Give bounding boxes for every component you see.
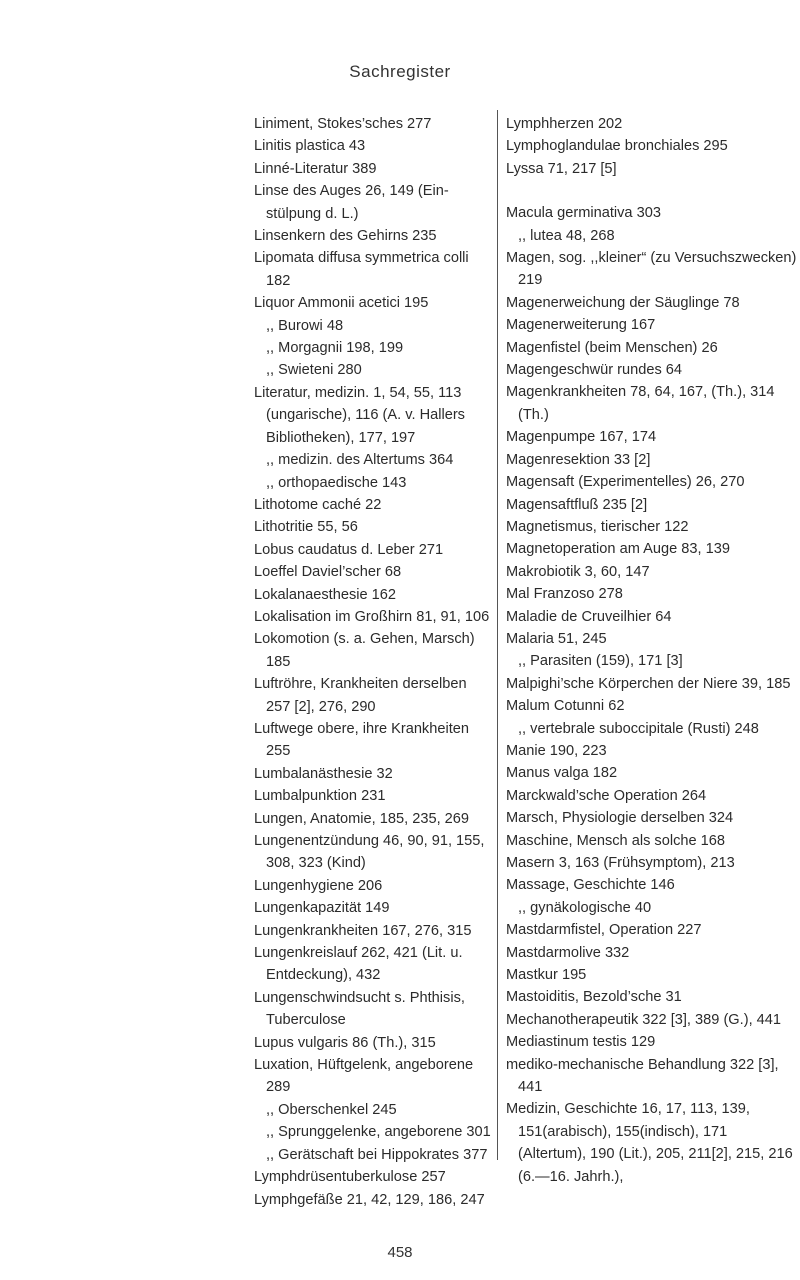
index-entry: Lithotome caché 22 (254, 496, 382, 513)
index-entry: Luftröhre, Krankheiten derselben 257 [2], 276, 290 (254, 676, 467, 715)
index-entry: Mediastinum testis 129 (506, 1034, 656, 1051)
index-entry: Lupus vulgaris 86 (Th.), 315 (254, 1034, 436, 1051)
index-entry: Marckwald’sche Operation 264 (506, 787, 707, 804)
index-entry: Mal Franzoso 278 (506, 586, 623, 603)
index-entry: Magnetismus, tierischer 122 (506, 518, 689, 535)
index-entry: Mastkur 195 (506, 967, 587, 984)
index-entry: Liniment, Stokes’sches 277 (254, 116, 432, 132)
index-entry: Magensaft (Experimentelles) 26, 270 (506, 474, 745, 491)
index-entry: ,, Sprunggelenke, angeborene 301 (266, 1124, 491, 1141)
index-entry: Lumbalanästhesie 32 (254, 765, 393, 782)
index-entry: Magenerweiterung 167 (506, 317, 656, 334)
index-entry: Mastdarmfistel, Operation 227 (506, 922, 702, 939)
index-column-right (506, 113, 798, 1188)
index-entry: Magenpumpe 167, 174 (506, 429, 657, 446)
index-entry: Lungenkapazität 149 (254, 900, 390, 917)
index-entry: Lipomata diffusa symmetrica colli 182 (254, 250, 469, 289)
index-entry: Lithotritie 55, 56 (254, 519, 358, 536)
index-entry: Magen, sog. ,,kleiner“ (zu Versuchszwecken) 219 (506, 250, 797, 289)
index-entry: Magnetoperation am Auge 83, 139 (506, 541, 730, 558)
index-entry: Linse des Auges 26, 149 (Ein-stülpung d. L.) (254, 183, 449, 222)
index-entry: Magengeschwür rundes 64 (506, 362, 683, 379)
index-entry: Luftwege obere, ihre Krankheiten 255 (254, 720, 469, 760)
index-entry: Malaria 51, 245 (506, 630, 607, 647)
index-entry: ,, lutea 48, 268 (518, 227, 615, 244)
index-entry: Liquor Ammonii acetici 195 (254, 295, 429, 312)
index-entry: Malum Cotunni 62 (506, 698, 625, 715)
index-entry: Medizin, Geschichte 16, 17, 113, 139, 151(arabisch), 155(indisch), 171 (Altertum), 190 (Lit.), 205, 211[2], 215, 216 (6.—16. Jahrh.), (506, 1101, 793, 1185)
index-entry: Lungenkrankheiten 167, 276, 315 (254, 922, 472, 939)
index-entry: Lyssa 71, 217 [5] (506, 160, 617, 177)
index-entry: Magensaftfluß 235 [2] (506, 496, 648, 513)
index-entry: ,, orthopaedische 143 (266, 474, 407, 491)
index-entry: Magenfistel (beim Menschen) 26 (506, 339, 718, 356)
index-entry: Magenerweichung der Säuglinge 78 (506, 294, 740, 311)
index-entry: Lymphgefäße 21, 42, 129, 186, 247 (254, 1191, 485, 1208)
index-entry: Maladie de Cruveilhier 64 (506, 608, 672, 625)
index-entry: ,, Burowi 48 (266, 317, 344, 334)
index-entry: Maschine, Mensch als solche 168 (506, 832, 726, 849)
index-entry: Lungenschwindsucht s. Phthisis, Tuberculose (254, 989, 465, 1029)
index-entry: ,, Parasiten (159), 171 [3] (518, 653, 683, 670)
index-entry: ,, Morgagnii 198, 199 (266, 340, 404, 357)
index-entry: Marsch, Physiologie derselben 324 (506, 810, 734, 827)
index-entry: Lungen, Anatomie, 185, 235, 269 (254, 810, 470, 827)
index-entry: ,, Oberschenkel 245 (266, 1101, 397, 1118)
index-entry: Lymphherzen 202 (506, 116, 623, 132)
index-entry: ,, vertebrale suboccipitale (Rusti) 248 (518, 720, 759, 737)
index-entry: mediko-mechanische Behandlung 322 [3], 441 (506, 1056, 779, 1096)
index-entry: Linné-Literatur 389 (254, 160, 377, 177)
index-entry: ,, gynäkologische 40 (518, 899, 652, 916)
index-entry: Lungenkreislauf 262, 421 (Lit. u. Entdeckung), 432 (254, 945, 463, 984)
index-entry: Lymphdrüsentuberkulose 257 (254, 1169, 446, 1186)
index-entry: Lungenentzündung 46, 90, 91, 155, 308, 323 (Kind) (254, 833, 485, 872)
index-entry: Lokomotion (s. a. Gehen, Marsch) 185 (254, 631, 475, 670)
index-column-left (254, 113, 492, 1211)
index-entry: Magenkrankheiten 78, 64, 167, (Th.), 314 (Th.) (506, 384, 775, 423)
index-entry: ,, Gerätschaft bei Hippokrates 377 (266, 1146, 488, 1163)
index-entry: Massage, Geschichte 146 (506, 877, 675, 894)
index-entry: Linsenkern des Gehirns 235 (254, 228, 437, 245)
index-entry: Lokalisation im Großhirn 81, 91, 106 (254, 608, 490, 625)
index-entry: Makrobiotik 3, 60, 147 (506, 563, 650, 580)
index-entry: Lobus caudatus d. Leber 271 (254, 541, 444, 558)
index-entry: Lungenhygiene 206 (254, 877, 383, 894)
index-entry: Luxation, Hüftgelenk, angeborene 289 (254, 1057, 474, 1096)
index-entry: Macula germinativa 303 (506, 205, 661, 222)
index-entry: Mechanotherapeutik 322 [3], 389 (G.), 441 (506, 1011, 782, 1028)
index-entry: Manus valga 182 (506, 765, 618, 782)
column-divider (497, 110, 498, 1160)
index-entry: Lumbalpunktion 231 (254, 788, 386, 805)
index-entry: Manie 190, 223 (506, 742, 607, 759)
index-entry: ,, Swieteni 280 (266, 362, 362, 379)
page-title: Sachregister (349, 62, 451, 81)
page-number: 458 (387, 1244, 413, 1261)
index-entry: Lymphoglandulae bronchiales 295 (506, 138, 728, 155)
index-entry: Mastoiditis, Bezold’sche 31 (506, 989, 682, 1006)
index-entry: Masern 3, 163 (Frühsymptom), 213 (506, 855, 735, 871)
index-entry: Literatur, medizin. 1, 54, 55, 113 (ungarische), 116 (A. v. Hallers Bibliotheken), 177, 197 (254, 384, 465, 446)
index-entry: Lokalanaesthesie 162 (254, 586, 396, 603)
index-entry: ,, medizin. des Altertums 364 (266, 452, 454, 469)
index-entry: Linitis plastica 43 (254, 138, 366, 155)
index-entry: Mastdarmolive 332 (506, 944, 630, 961)
index-entry: Malpighi’sche Körperchen der Niere 39, 185 (506, 675, 791, 692)
index-entry: Magenresektion 33 [2] (506, 451, 651, 468)
index-entry: Loeffel Daviel’scher 68 (254, 564, 402, 581)
